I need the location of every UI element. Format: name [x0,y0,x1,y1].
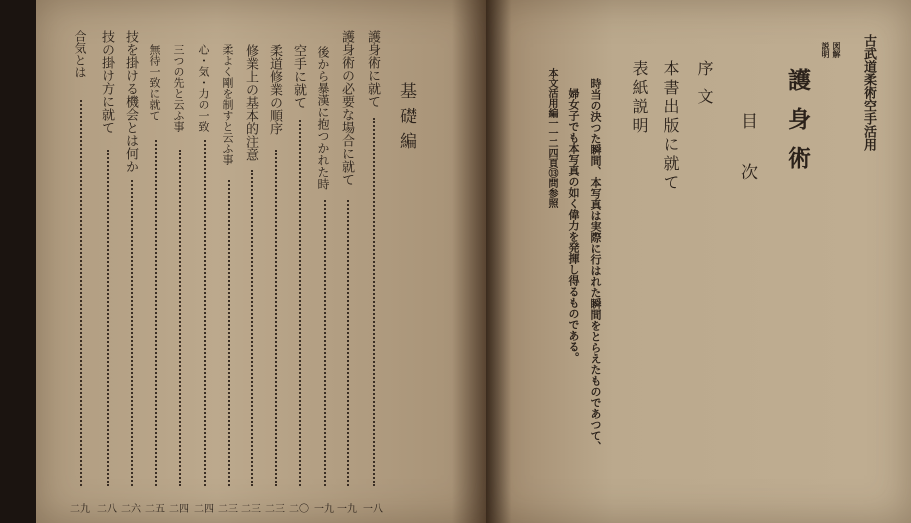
toc-page-number: 二六 [121,504,141,515]
subtitle-small-1: 図解 [832,42,842,58]
publication-note-entry[interactable]: 本書出版に就て [661,60,680,193]
toc-label: 空手に就て [291,44,306,109]
toc-page-number: 二三 [241,504,261,515]
leader-dots [251,170,253,486]
preface-entry[interactable]: 序文 [695,60,714,116]
leader-dots [204,140,206,486]
leader-dots [299,120,301,486]
right-page [486,0,911,523]
header-series-title: 古武道柔術空手活用 [861,34,876,151]
book-title: 護身術 [784,68,811,185]
leader-dots [228,180,230,486]
toc-label: 技の掛け方に就て [99,30,114,134]
leader-dots [155,140,157,486]
toc-page-number: 二〇 [289,504,309,515]
leader-dots [347,200,349,486]
caption-line: 婦女子でも本写真の如く偉力を発揮し得るものである。 [567,88,580,363]
toc-page-number: 二三 [265,504,285,515]
leader-dots [324,200,326,486]
toc-label: 柔よく剛を制すと云ふ事 [221,44,234,165]
left-page [36,0,488,523]
caption-line: 時当の決つた瞬間、本写真は実際に行はれた瞬間をとらえたものであつて、 [589,78,602,452]
toc-label: 技を掛ける機会とは何か [123,30,138,173]
toc-label: 後から暴漢に抱つかれた時 [316,46,330,190]
leader-dots [107,150,109,486]
toc-label: 柔道修業の順序 [267,44,282,135]
section-title: 基礎編 [396,82,416,157]
toc-page-number: 二四 [169,504,189,515]
leader-dots [373,118,375,486]
toc-label: 無待一致に就て [148,44,161,121]
leader-dots [275,150,277,486]
toc-page-number: 一九 [337,504,357,515]
toc-label: 三つの先と云ふ事 [172,44,185,132]
caption-reference: 本文活用編一一二四頁⑬問参照 [546,68,557,208]
subtitle-small-2: 説明 [821,42,831,58]
leader-dots [179,150,181,486]
cover-description-entry[interactable]: 表紙説明 [630,60,649,136]
toc-label: 護身術の必要な場合に就て [339,30,354,186]
toc-label: 心・気・力の一致 [197,44,210,132]
toc-label: 合気とは [73,30,87,78]
toc-page-number: 一八 [363,504,383,515]
toc-page-number: 二五 [145,504,165,515]
toc-page-number: 二三 [218,504,238,515]
toc-page-number: 一九 [314,504,334,515]
toc-page-number: 二八 [97,504,117,515]
toc-label: 修業上の基本的注意 [243,44,258,161]
toc-page-number: 二九 [70,504,90,515]
leader-dots [131,180,133,486]
leader-dots [80,100,82,486]
toc-label: 護身術に就て [365,30,380,108]
toc-heading: 目次 [737,112,757,214]
toc-page-number: 二四 [194,504,214,515]
